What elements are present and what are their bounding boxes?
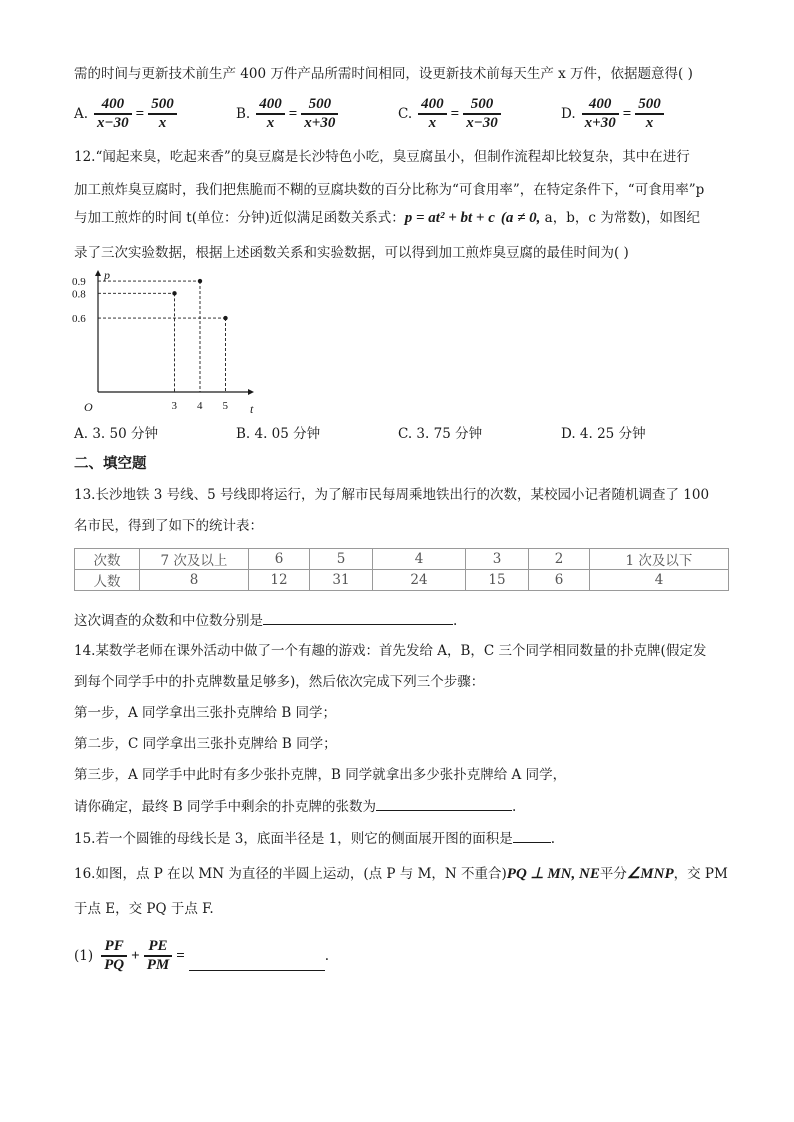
q13-line-2: 名市民，得到了如下的统计表： [74, 518, 263, 534]
q12-option-b[interactable]: B. 4. 05 分钟 [236, 426, 321, 442]
q14-line-1: 14.某数学老师在课外活动中做了一个有趣的游戏：首先发给 A，B，C 三个同学相同数量的扑克牌(假定发 [74, 643, 707, 659]
fraction-pf-pq: $\frac{PF}{PQ}$ [101, 938, 127, 974]
q14-step-1: 第一步，A 同学拿出三张扑克牌给 B 同学； [74, 705, 337, 721]
perpendicular-condition: PQ ⊥ MN, NE [506, 866, 600, 882]
q12-option-d[interactable]: D. 4. 25 分钟 [561, 426, 646, 442]
q12-line-1: 12.“闻起来臭，吃起来香”的臭豆腐是长沙特色小吃，臭豆腐虽小，但制作流程却比较复杂，其中在进行 [74, 149, 690, 165]
table-cell: 6 [249, 549, 310, 570]
q12-line-2: 加工煎炸臭豆腐时，我们把焦脆而不糊的豆腐块数的百分比称为“可食用率”，在特定条件下，“可食用率”p [74, 182, 705, 198]
table-cell: 6 [529, 570, 590, 591]
q13-question: 这次调查的众数和中位数分别是 . [74, 610, 457, 631]
fraction: $\frac{400}{x-30}$ [94, 96, 132, 132]
answer-blank[interactable] [263, 610, 453, 625]
fraction: $\frac{500}{x}$ [635, 96, 664, 132]
table-cell: 人数 [75, 570, 140, 591]
q16-part-1: (1) $\frac{PF}{PQ}$ + $\frac{PE}{PM}$ = . [74, 938, 330, 973]
fraction: $\frac{400}{x}$ [418, 96, 447, 132]
q14-step-3: 第三步，A 同学手中此时有多少张扑克牌，B 同学就拿出多少张扑克牌给 A 同学， [74, 767, 567, 783]
q14-step-2: 第二步，C 同学拿出三张扑克牌给 B 同学； [74, 736, 337, 752]
y-tick-label: 0.8 [72, 288, 86, 301]
fraction-pe-pm: $\frac{PE}{PM}$ [144, 938, 173, 974]
data-point [198, 279, 202, 283]
q12-option-a[interactable]: A. 3. 50 分钟 [74, 426, 158, 442]
x-tick-label: 3 [171, 400, 177, 412]
q11-option-d[interactable]: D. $\frac{400}{x+30}$ = $\frac{500}{x}$ [561, 92, 664, 136]
table-cell: 31 [310, 570, 373, 591]
q16-line-2: 于点 E，交 PQ 于点 F. [74, 901, 214, 917]
fraction: $\frac{500}{x-30}$ [463, 96, 501, 132]
q11-option-b[interactable]: B. $\frac{400}{x}$ = $\frac{500}{x+30}$ [236, 92, 338, 136]
angle-mnp: ∠MNP [626, 866, 674, 882]
data-point [172, 291, 176, 295]
pt-graph [70, 268, 270, 418]
y-tick-label: 0.6 [72, 313, 86, 326]
q12-option-c[interactable]: C. 3. 75 分钟 [398, 426, 483, 442]
answer-blank[interactable] [376, 796, 512, 811]
table-cell: 24 [373, 570, 466, 591]
q11-option-c[interactable]: C. $\frac{400}{x}$ = $\frac{500}{x-30}$ [398, 92, 501, 136]
q14-line-2: 到每个同学手中的扑克牌数量足够多)，然后依次完成下列三个步骤： [74, 674, 485, 690]
stats-table [74, 548, 729, 591]
fraction: $\frac{500}{x}$ [148, 96, 177, 132]
quadratic-formula: p = at² + bt + c [404, 210, 495, 226]
table-cell: 4 [590, 570, 729, 591]
q14-question: 请你确定，最终 B 同学手中剩余的扑克牌的张数为 . [74, 796, 516, 817]
x-axis-label: t [250, 402, 254, 416]
table-row [75, 570, 729, 591]
fraction: $\frac{500}{x+30}$ [301, 96, 338, 132]
table-cell: 7 次及以上 [140, 549, 249, 570]
q11-stem: 需的时间与更新技术前生产 400 万件产品所需时间相同，设更新技术前每天生产 x 万件，依据题意得( ) [74, 66, 693, 82]
q13-line-1: 13.长沙地铁 3 号线、5 号线即将运行，为了解市民每周乘地铁出行的次数，某校园小记者随机调查了 100 [74, 487, 710, 503]
table-cell: 5 [310, 549, 373, 570]
table-cell: 2 [529, 549, 590, 570]
fraction: $\frac{400}{x}$ [256, 96, 285, 132]
y-axis-label: p [104, 268, 110, 282]
y-tick-label: 0.9 [72, 276, 86, 289]
section-title: 二、填空题 [74, 456, 147, 472]
x-tick-label: 4 [197, 400, 203, 412]
y-axis-arrow [95, 270, 101, 276]
table-cell: 15 [466, 570, 529, 591]
q15-text: 15.若一个圆锥的母线长是 3，底面半径是 1，则它的侧面展开图的面积是 . [74, 828, 555, 849]
origin-label: O [84, 400, 93, 414]
q12-options [74, 422, 714, 442]
answer-blank[interactable] [513, 828, 551, 843]
table-cell: 次数 [75, 549, 140, 570]
table-cell: 12 [249, 570, 310, 591]
table-cell: 3 [466, 549, 529, 570]
fraction: $\frac{400}{x+30}$ [582, 96, 619, 132]
q16-line-1: 16.如图，点 P 在以 MN 为直径的半圆上运动，(点 P 与 M，N 不重合)PQ ⊥ MN, NE平分∠MNP，交 PM [74, 866, 728, 882]
q11-option-a[interactable]: A. $\frac{400}{x-30}$ = $\frac{500}{x}$ [74, 92, 177, 136]
data-point [223, 316, 227, 320]
answer-blank[interactable] [189, 956, 325, 971]
q12-line-4: 录了三次实验数据，根据上述函数关系和实验数据，可以得到加工煎炸臭豆腐的最佳时间为( ) [74, 245, 629, 261]
x-tick-label: 5 [222, 400, 228, 412]
table-cell: 8 [140, 570, 249, 591]
table-cell: 4 [373, 549, 466, 570]
table-row [75, 549, 729, 570]
table-cell: 1 次及以下 [590, 549, 729, 570]
condition: (a ≠ 0, [500, 210, 541, 226]
q12-line-3: 与加工煎炸的时间 t(单位：分钟)近似满足函数关系式：p = at² + bt + c (a ≠ 0, a，b，c 为常数)，如图纪 [74, 210, 700, 226]
x-axis-arrow [248, 389, 254, 395]
